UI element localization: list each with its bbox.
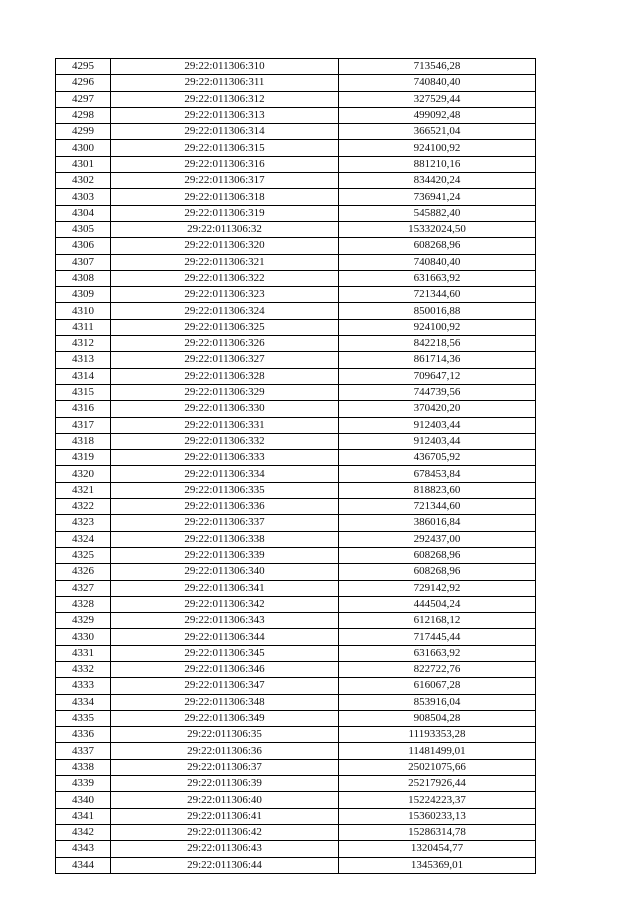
value-cell: 25021075,66 (339, 759, 536, 775)
table-row (56, 59, 536, 75)
table-row (56, 613, 536, 629)
cadastral-number-cell: 29:22:011306:314 (111, 124, 339, 140)
cadastral-number-cell: 29:22:011306:330 (111, 401, 339, 417)
table-row (56, 270, 536, 286)
row-number-cell: 4322 (56, 499, 111, 515)
value-cell: 740840,40 (339, 75, 536, 91)
value-cell: 436705,92 (339, 450, 536, 466)
row-number-cell: 4324 (56, 531, 111, 547)
table-row (56, 629, 536, 645)
value-cell: 721344,60 (339, 287, 536, 303)
table-row (56, 156, 536, 172)
value-cell: 717445,44 (339, 629, 536, 645)
row-number-cell: 4306 (56, 238, 111, 254)
table-row (56, 564, 536, 580)
row-number-cell: 4303 (56, 189, 111, 205)
cadastral-number-cell: 29:22:011306:44 (111, 857, 339, 873)
table-row (56, 189, 536, 205)
cadastral-number-cell: 29:22:011306:319 (111, 205, 339, 221)
row-number-cell: 4320 (56, 466, 111, 482)
table-row (56, 417, 536, 433)
row-number-cell: 4313 (56, 352, 111, 368)
cadastral-number-cell: 29:22:011306:327 (111, 352, 339, 368)
table-row (56, 287, 536, 303)
value-cell: 608268,96 (339, 564, 536, 580)
value-cell: 729142,92 (339, 580, 536, 596)
cadastral-number-cell: 29:22:011306:343 (111, 613, 339, 629)
table-row (56, 759, 536, 775)
row-number-cell: 4335 (56, 710, 111, 726)
table-row (56, 91, 536, 107)
cadastral-number-cell: 29:22:011306:331 (111, 417, 339, 433)
row-number-cell: 4309 (56, 287, 111, 303)
row-number-cell: 4304 (56, 205, 111, 221)
table-row (56, 743, 536, 759)
value-cell: 292437,00 (339, 531, 536, 547)
cadastral-number-cell: 29:22:011306:313 (111, 107, 339, 123)
table-row (56, 531, 536, 547)
table-row (56, 824, 536, 840)
table-row (56, 515, 536, 531)
row-number-cell: 4329 (56, 613, 111, 629)
table-row (56, 482, 536, 498)
row-number-cell: 4307 (56, 254, 111, 270)
table-row (56, 336, 536, 352)
value-cell: 366521,04 (339, 124, 536, 140)
cadastral-number-cell: 29:22:011306:339 (111, 547, 339, 563)
cadastral-number-cell: 29:22:011306:342 (111, 596, 339, 612)
value-cell: 25217926,44 (339, 776, 536, 792)
row-number-cell: 4318 (56, 433, 111, 449)
cadastral-number-cell: 29:22:011306:36 (111, 743, 339, 759)
value-cell: 850016,88 (339, 303, 536, 319)
table-row (56, 841, 536, 857)
table-row (56, 450, 536, 466)
cadastral-number-cell: 29:22:011306:35 (111, 727, 339, 743)
cadastral-number-cell: 29:22:011306:335 (111, 482, 339, 498)
value-cell: 721344,60 (339, 499, 536, 515)
row-number-cell: 4325 (56, 547, 111, 563)
table-row (56, 645, 536, 661)
row-number-cell: 4337 (56, 743, 111, 759)
row-number-cell: 4326 (56, 564, 111, 580)
value-cell: 861714,36 (339, 352, 536, 368)
row-number-cell: 4344 (56, 857, 111, 873)
value-cell: 608268,96 (339, 547, 536, 563)
table-row (56, 857, 536, 873)
value-cell: 924100,92 (339, 319, 536, 335)
value-cell: 713546,28 (339, 59, 536, 75)
row-number-cell: 4301 (56, 156, 111, 172)
cadastral-number-cell: 29:22:011306:340 (111, 564, 339, 580)
cadastral-number-cell: 29:22:011306:325 (111, 319, 339, 335)
cadastral-number-cell: 29:22:011306:348 (111, 694, 339, 710)
cadastral-number-cell: 29:22:011306:32 (111, 221, 339, 237)
row-number-cell: 4308 (56, 270, 111, 286)
value-cell: 881210,16 (339, 156, 536, 172)
table-row (56, 140, 536, 156)
value-cell: 744739,56 (339, 384, 536, 400)
table-row (56, 776, 536, 792)
cadastral-number-cell: 29:22:011306:310 (111, 59, 339, 75)
value-cell: 740840,40 (339, 254, 536, 270)
row-number-cell: 4330 (56, 629, 111, 645)
table-row (56, 466, 536, 482)
value-cell: 370420,20 (339, 401, 536, 417)
table-row (56, 727, 536, 743)
cadastral-number-cell: 29:22:011306:320 (111, 238, 339, 254)
table-row (56, 107, 536, 123)
value-cell: 853916,04 (339, 694, 536, 710)
table-row (56, 173, 536, 189)
cadastral-number-cell: 29:22:011306:43 (111, 841, 339, 857)
row-number-cell: 4315 (56, 384, 111, 400)
cadastral-number-cell: 29:22:011306:338 (111, 531, 339, 547)
value-cell: 631663,92 (339, 270, 536, 286)
row-number-cell: 4314 (56, 368, 111, 384)
cadastral-number-cell: 29:22:011306:311 (111, 75, 339, 91)
cadastral-number-cell: 29:22:011306:317 (111, 173, 339, 189)
value-cell: 678453,84 (339, 466, 536, 482)
cadastral-number-cell: 29:22:011306:315 (111, 140, 339, 156)
value-cell: 327529,44 (339, 91, 536, 107)
value-cell: 631663,92 (339, 645, 536, 661)
value-cell: 15332024,50 (339, 221, 536, 237)
value-cell: 11193353,28 (339, 727, 536, 743)
row-number-cell: 4331 (56, 645, 111, 661)
table-row (56, 254, 536, 270)
row-number-cell: 4297 (56, 91, 111, 107)
value-cell: 608268,96 (339, 238, 536, 254)
value-cell: 15286314,78 (339, 824, 536, 840)
cadastral-number-cell: 29:22:011306:37 (111, 759, 339, 775)
cadastral-number-cell: 29:22:011306:336 (111, 499, 339, 515)
row-number-cell: 4300 (56, 140, 111, 156)
value-cell: 822722,76 (339, 661, 536, 677)
table-row (56, 124, 536, 140)
table-row (56, 401, 536, 417)
row-number-cell: 4323 (56, 515, 111, 531)
table-row (56, 319, 536, 335)
row-number-cell: 4299 (56, 124, 111, 140)
value-cell: 612168,12 (339, 613, 536, 629)
table-row (56, 596, 536, 612)
table-row (56, 499, 536, 515)
cadastral-number-cell: 29:22:011306:318 (111, 189, 339, 205)
value-cell: 709647,12 (339, 368, 536, 384)
value-cell: 15224223,37 (339, 792, 536, 808)
cadastral-number-cell: 29:22:011306:341 (111, 580, 339, 596)
cadastral-number-cell: 29:22:011306:42 (111, 824, 339, 840)
value-cell: 912403,44 (339, 433, 536, 449)
table-row (56, 547, 536, 563)
row-number-cell: 4341 (56, 808, 111, 824)
cadastral-number-cell: 29:22:011306:324 (111, 303, 339, 319)
row-number-cell: 4342 (56, 824, 111, 840)
row-number-cell: 4311 (56, 319, 111, 335)
cadastral-number-cell: 29:22:011306:344 (111, 629, 339, 645)
cadastral-number-cell: 29:22:011306:322 (111, 270, 339, 286)
table-row (56, 75, 536, 91)
row-number-cell: 4343 (56, 841, 111, 857)
cadastral-number-cell: 29:22:011306:326 (111, 336, 339, 352)
value-cell: 842218,56 (339, 336, 536, 352)
cadastral-number-cell: 29:22:011306:312 (111, 91, 339, 107)
cadastral-number-cell: 29:22:011306:328 (111, 368, 339, 384)
row-number-cell: 4296 (56, 75, 111, 91)
row-number-cell: 4327 (56, 580, 111, 596)
cadastral-number-cell: 29:22:011306:349 (111, 710, 339, 726)
cadastral-number-cell: 29:22:011306:329 (111, 384, 339, 400)
cadastral-number-cell: 29:22:011306:334 (111, 466, 339, 482)
table-row (56, 368, 536, 384)
cadastral-number-cell: 29:22:011306:332 (111, 433, 339, 449)
cadastral-number-cell: 29:22:011306:333 (111, 450, 339, 466)
cadastral-number-cell: 29:22:011306:346 (111, 661, 339, 677)
row-number-cell: 4298 (56, 107, 111, 123)
value-cell: 545882,40 (339, 205, 536, 221)
table-row (56, 678, 536, 694)
table-row (56, 303, 536, 319)
row-number-cell: 4338 (56, 759, 111, 775)
value-cell: 736941,24 (339, 189, 536, 205)
cadastral-number-cell: 29:22:011306:345 (111, 645, 339, 661)
value-cell: 924100,92 (339, 140, 536, 156)
value-cell: 386016,84 (339, 515, 536, 531)
value-cell: 1345369,01 (339, 857, 536, 873)
table-row (56, 238, 536, 254)
row-number-cell: 4312 (56, 336, 111, 352)
table-body (56, 59, 536, 874)
cadastral-number-cell: 29:22:011306:316 (111, 156, 339, 172)
table-row (56, 792, 536, 808)
table-row (56, 710, 536, 726)
value-cell: 15360233,13 (339, 808, 536, 824)
value-cell: 912403,44 (339, 417, 536, 433)
row-number-cell: 4339 (56, 776, 111, 792)
table-row (56, 694, 536, 710)
value-cell: 1320454,77 (339, 841, 536, 857)
cadastral-number-cell: 29:22:011306:41 (111, 808, 339, 824)
row-number-cell: 4319 (56, 450, 111, 466)
row-number-cell: 4334 (56, 694, 111, 710)
cadastral-number-cell: 29:22:011306:347 (111, 678, 339, 694)
cadastral-number-cell: 29:22:011306:323 (111, 287, 339, 303)
cadastral-number-cell: 29:22:011306:337 (111, 515, 339, 531)
value-cell: 908504,28 (339, 710, 536, 726)
row-number-cell: 4317 (56, 417, 111, 433)
value-cell: 444504,24 (339, 596, 536, 612)
cadastral-number-cell: 29:22:011306:39 (111, 776, 339, 792)
table-row (56, 661, 536, 677)
table-row (56, 221, 536, 237)
row-number-cell: 4328 (56, 596, 111, 612)
cadastral-value-table (55, 58, 536, 874)
row-number-cell: 4295 (56, 59, 111, 75)
row-number-cell: 4305 (56, 221, 111, 237)
value-cell: 499092,48 (339, 107, 536, 123)
value-cell: 616067,28 (339, 678, 536, 694)
value-cell: 11481499,01 (339, 743, 536, 759)
row-number-cell: 4336 (56, 727, 111, 743)
value-cell: 834420,24 (339, 173, 536, 189)
table-row (56, 352, 536, 368)
cadastral-number-cell: 29:22:011306:40 (111, 792, 339, 808)
row-number-cell: 4333 (56, 678, 111, 694)
table-row (56, 808, 536, 824)
row-number-cell: 4332 (56, 661, 111, 677)
row-number-cell: 4321 (56, 482, 111, 498)
row-number-cell: 4340 (56, 792, 111, 808)
row-number-cell: 4302 (56, 173, 111, 189)
cadastral-number-cell: 29:22:011306:321 (111, 254, 339, 270)
value-cell: 818823,60 (339, 482, 536, 498)
row-number-cell: 4310 (56, 303, 111, 319)
table-row (56, 205, 536, 221)
table-row (56, 580, 536, 596)
row-number-cell: 4316 (56, 401, 111, 417)
table-row (56, 384, 536, 400)
table-row (56, 433, 536, 449)
